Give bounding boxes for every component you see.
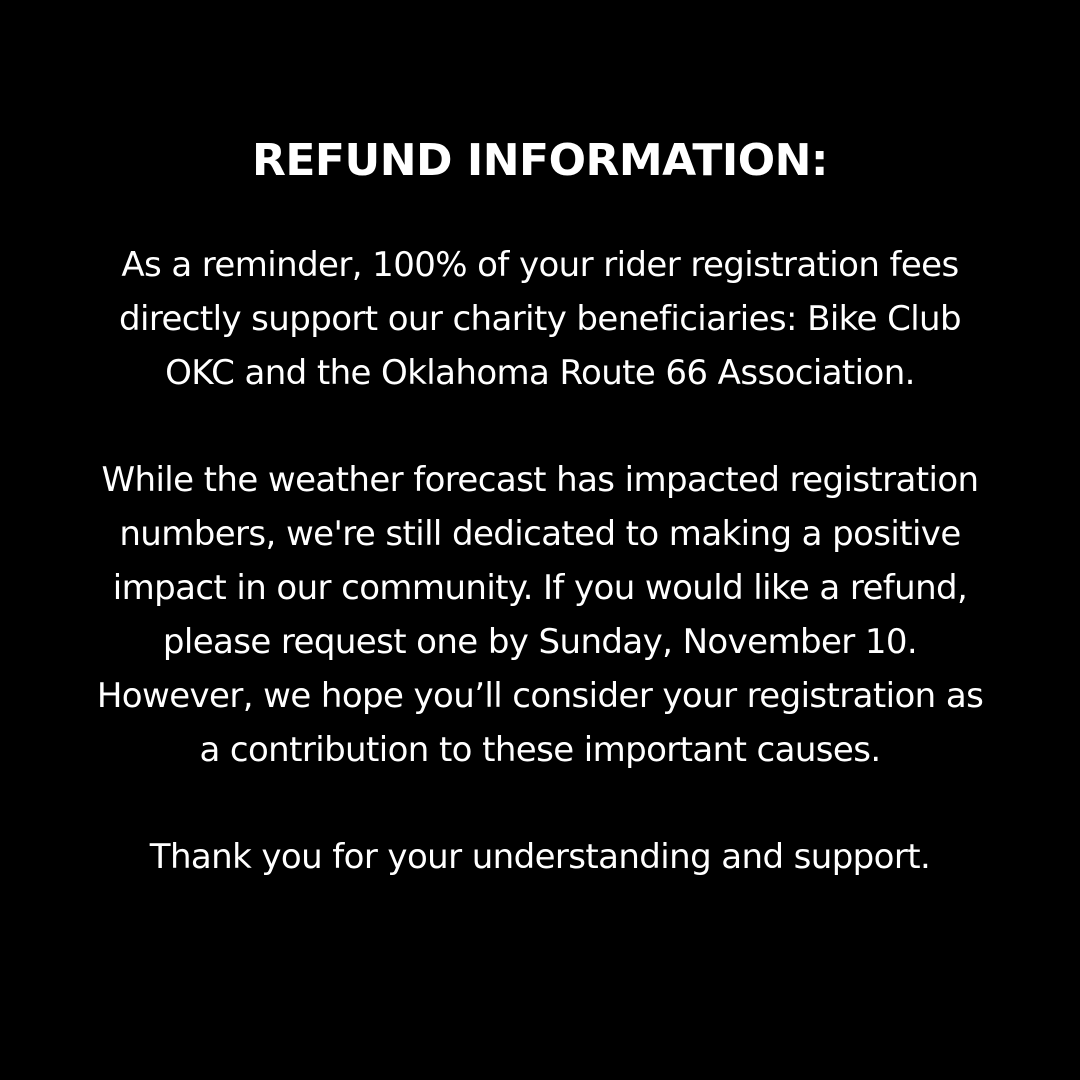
paragraph-line: Thank you for your understanding and support. <box>149 837 931 877</box>
paragraph-line: While the weather forecast has impacted registration <box>101 460 979 500</box>
paragraph-line: directly support our charity beneficiaries: Bike Club <box>119 299 961 339</box>
paragraph-line: As a reminder, 100% of your rider registration fees <box>121 245 959 285</box>
notice-title: REFUND INFORMATION: <box>251 135 829 186</box>
paragraph-line: impact in our community. If you would like a refund, <box>112 568 968 608</box>
notice-paragraph-refund <box>20 453 1060 777</box>
paragraph-line: please request one by Sunday, November 10. <box>162 622 918 662</box>
notice-paragraph-thanks <box>20 830 1060 884</box>
paragraph-line: a contribution to these important causes. <box>199 730 881 770</box>
paragraph-line: However, we hope you’ll consider your registration as <box>96 676 984 716</box>
paragraph-line: OKC and the Oklahoma Route 66 Association. <box>165 353 915 393</box>
notice-paragraph-fees <box>20 238 1060 400</box>
paragraph-line: numbers, we're still dedicated to making a positive <box>119 514 961 554</box>
